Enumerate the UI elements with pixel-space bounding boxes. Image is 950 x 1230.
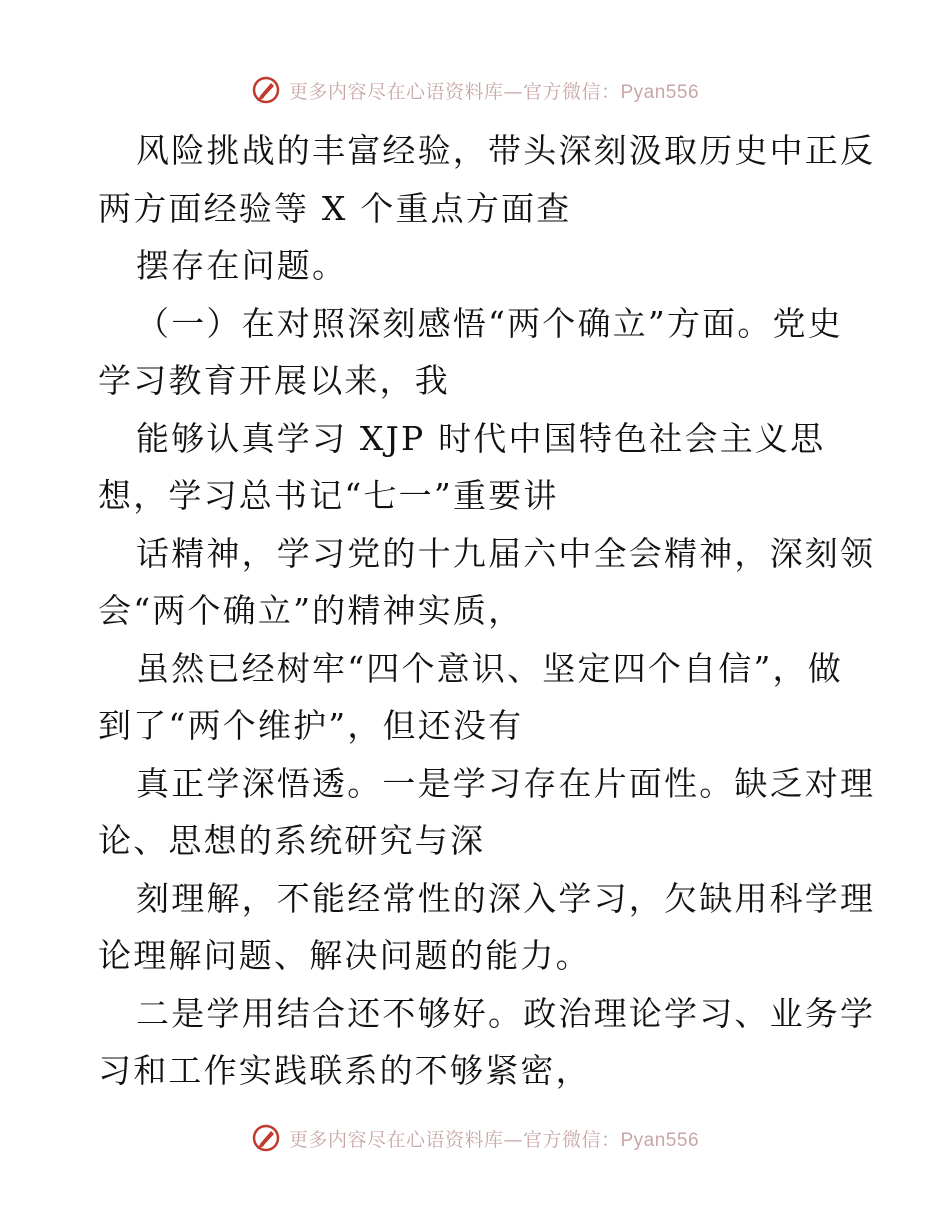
text-line: 话精神，学习党的十九届六中全会精神，深刻领 xyxy=(136,533,876,573)
document-body xyxy=(98,122,876,1100)
text-line: 习和工作实践联系的不够紧密， xyxy=(98,1051,591,1090)
text-line: 风险挑战的丰富经验，带头深刻汲取历史中正反 xyxy=(136,131,876,170)
text-line: 学习教育开展以来，我 xyxy=(98,361,450,400)
footer-watermark xyxy=(0,1118,950,1158)
wechat-id: Pyan556 xyxy=(620,81,700,103)
pen-logo-icon xyxy=(251,1123,281,1153)
text-line: 两方面经验等 X 个重点方面查 xyxy=(98,188,572,228)
text-line: 刻理解，不能经常性的深入学习，欠缺用科学理 xyxy=(136,878,876,918)
watermark-text: 更多内容尽在心语资料库—官方微信：Pyan556 xyxy=(288,80,700,103)
text-line: （一）在对照深刻感悟“两个确立”方面。党史 xyxy=(136,303,843,343)
text-line: 二是学用结合还不够好。政治理论学习、业务学 xyxy=(136,993,876,1033)
text-line: 到了“两个维护”，但还没有 xyxy=(98,706,524,745)
watermark-text: 更多内容尽在心语资料库—官方微信：Pyan556 xyxy=(288,1128,700,1151)
text-line: 论理解问题、解决问题的能力。 xyxy=(98,936,591,975)
pen-logo-icon xyxy=(251,75,281,105)
text-line: 能够认真学习 XJP 时代中国特色社会主义思 xyxy=(136,418,826,458)
wechat-id: Pyan556 xyxy=(620,1129,700,1151)
text-line: 想，学习总书记“七一”重要讲 xyxy=(98,476,559,515)
text-line: 虽然已经树牢“四个意识、坚定四个自信”，做 xyxy=(136,648,843,688)
header-watermark xyxy=(0,70,950,110)
text-line: 会“两个确立”的精神实质， xyxy=(98,591,524,630)
text-line: 真正学深悟透。一是学习存在片面性。缺乏对理 xyxy=(136,763,876,803)
text-line: 论、思想的系统研究与深 xyxy=(98,821,486,860)
text-line: 摆存在问题。 xyxy=(136,246,348,285)
